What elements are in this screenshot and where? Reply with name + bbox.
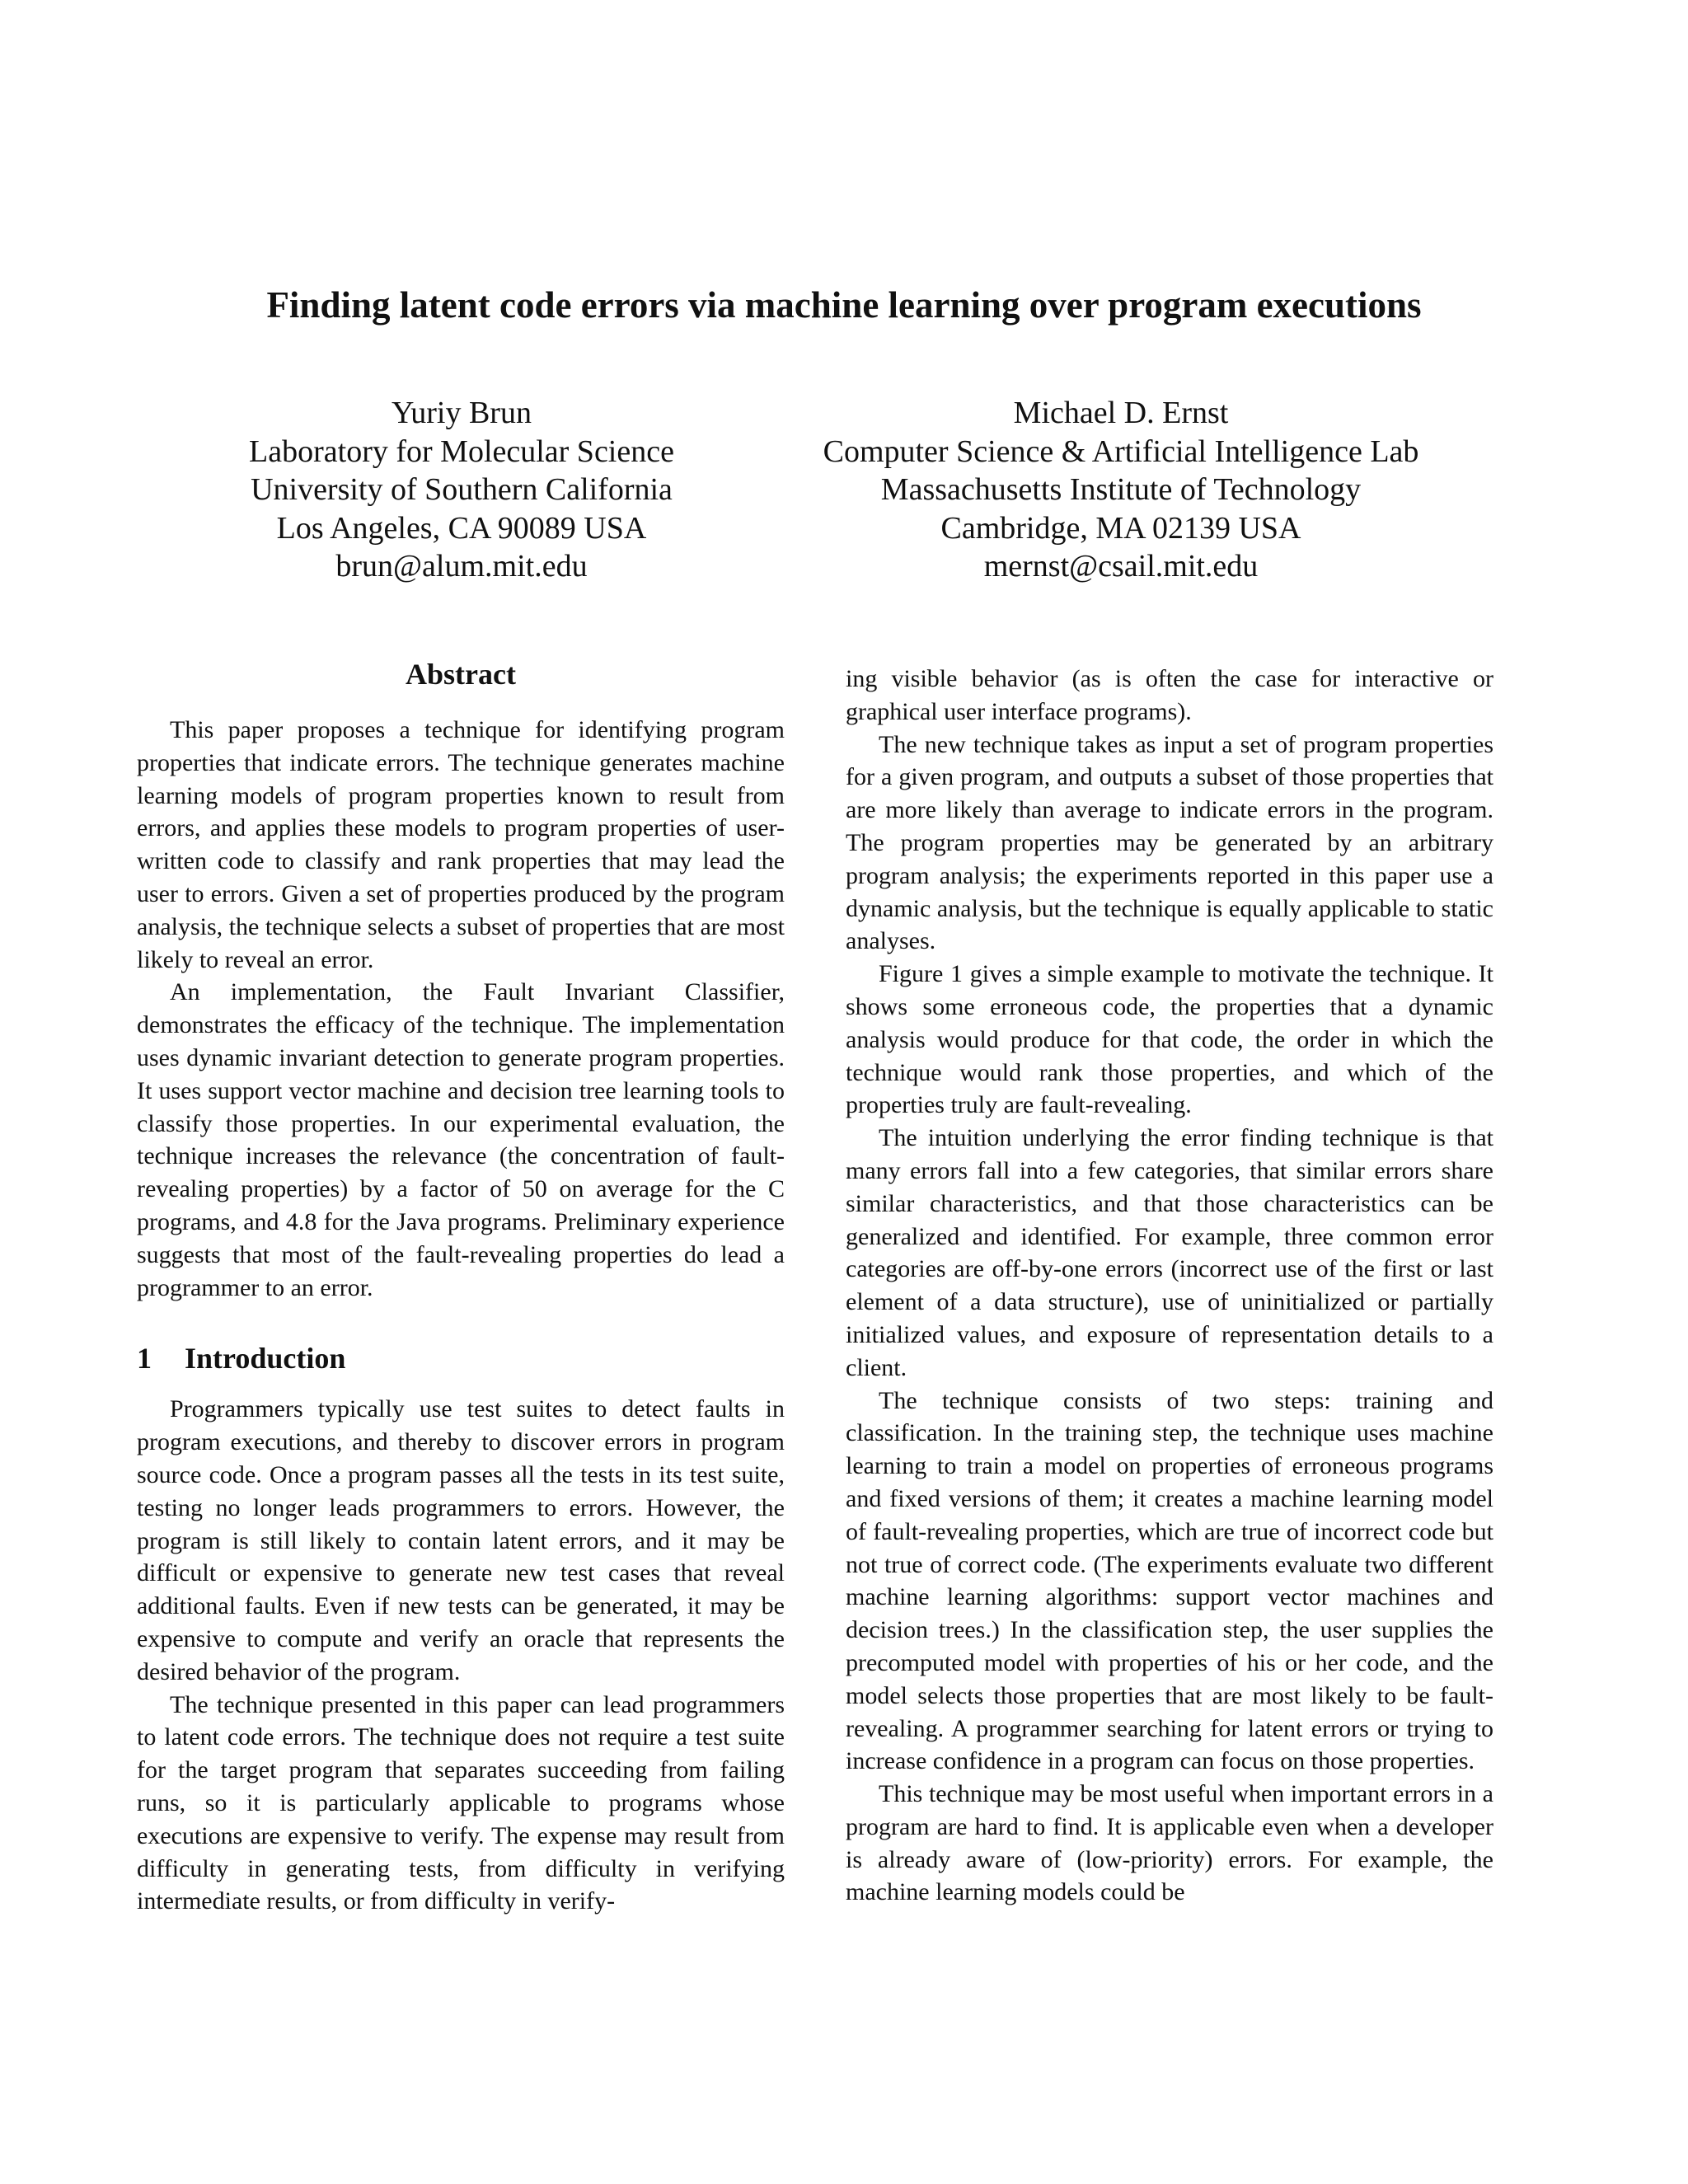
section-heading-introduction	[137, 1340, 785, 1376]
left-column	[137, 656, 785, 1918]
section-title: Introduction	[185, 1342, 346, 1376]
author-location: Los Angeles, CA 90089 USA	[276, 510, 647, 546]
author-email: brun@alum.mit.edu	[335, 549, 588, 583]
body-paragraph: The new technique takes as input a set of program properties for a given program, and outputs a subset of those properties that are more likely than average to indicate errors in the program. The program properties may be generated by an arbitrary program analysis; the experiments reported in this paper use a dynamic analysis, but the technique is equally applicable to static analyses.	[846, 730, 1493, 955]
body-paragraph: The technique consists of two steps: training and classification. In the training step, the technique uses machine learning to train a model on properties of erroneous programs and fixed versions of them; it creates a machine learning model of fault-revealing properties, which are true of incorrect code but not true of correct code. (The experiments evaluate two different machine learning algorithms: support vector machines and decision trees.) In the classification step, the user supplies the precomputed model with properties of his or her code, and the model selects those properties that are most likely to be fault-revealing. A programmer searching for latent errors or trying to increase confidence in a program can focus on those properties.	[846, 1386, 1493, 1775]
author-institution: Massachusetts Institute of Technology	[880, 472, 1362, 507]
author-location: Cambridge, MA 02139 USA	[940, 510, 1301, 546]
author-affiliation: Laboratory for Molecular Science	[249, 434, 674, 469]
right-column	[846, 663, 1493, 1909]
body-paragraph: Programmers typically use test suites to detect faults in program executions, and thereby to discover errors in program source code. Once a program passes all the tests in its test suite, testing no longer leads programmers to errors. However, the program is still likely to contain latent errors, and it may be difficult or expensive to generate new test cases that reveal additional faults. Even if new tests can be generated, it may be expensive to compute and verify an oracle that represents the desired behavior of the program.	[137, 1395, 785, 1685]
paper-title: Finding latent code errors via machine learning over program executions	[266, 284, 1422, 326]
author-name: Yuriy Brun	[392, 396, 532, 430]
author-institution: University of Southern California	[251, 472, 673, 507]
author-affiliation: Computer Science & Artificial Intelligence Lab	[823, 434, 1419, 469]
section-number: 1	[137, 1342, 152, 1376]
abstract-heading: Abstract	[406, 658, 516, 691]
body-paragraph: The technique presented in this paper can lead programmers to latent code errors. The technique does not require a test suite for the target program that separates succeeding from failing runs, so it is particularly applicable to programs whose executions are expensive to verify. The expense may result from difficulty in generating tests, from difficulty in verifying intermediate results, or from difficulty in verify-	[137, 1690, 785, 1915]
abstract-paragraph: An implementation, the Fault Invariant Classifier, demonstrates the efficacy of the technique. The implementation uses dynamic invariant detection to generate program properties. It uses support vector machine and decision tree learning tools to classify those properties. In our experimental evaluation, the technique increases the relevance (the concentration of fault-revealing properties) by a factor of 50 on average for the C programs, and 4.8 for the Java programs. Preliminary experience suggests that most of the fault-revealing properties do lead a programmer to an error.	[137, 978, 785, 1301]
abstract-paragraph: This paper proposes a technique for identifying program properties that indicate errors. The technique generates machine learning models of program properties known to result from errors, and applies these models to program properties of user-written code to classify and rank properties that may lead the user to errors. Given a set of properties produced by the program analysis, the technique selects a subset of properties that are most likely to reveal an error.	[137, 716, 785, 973]
body-paragraph: The intuition underlying the error finding technique is that many errors fall into a few categories, that similar errors share similar characteristics, and that those characteristics can be generalized and identified. For example, three common error categories are off-by-one errors (incorrect use of the first or last element of a data structure), use of uninitialized or partially initialized values, and exposure of representation details to a client.	[846, 1124, 1493, 1381]
author-block-1	[214, 394, 709, 586]
author-name: Michael D. Ernst	[1013, 396, 1229, 430]
body-paragraph: Figure 1 gives a simple example to motivate the technique. It shows some erroneous code, the properties that a dynamic analysis would produce for that code, the order in which the technique would rank those properties, and which of the properties truly are fault-revealing.	[846, 960, 1493, 1119]
author-email: mernst@csail.mit.edu	[983, 549, 1259, 583]
body-paragraph: This technique may be most useful when important errors in a program are hard to find. It is applicable even when a developer is already aware of (low-priority) errors. For example, the machine learning models could be	[846, 1780, 1493, 1906]
body-paragraph-continued: ing visible behavior (as is often the case for interactive or graphical user interface programs).	[846, 665, 1493, 725]
author-block-2	[709, 394, 1533, 586]
